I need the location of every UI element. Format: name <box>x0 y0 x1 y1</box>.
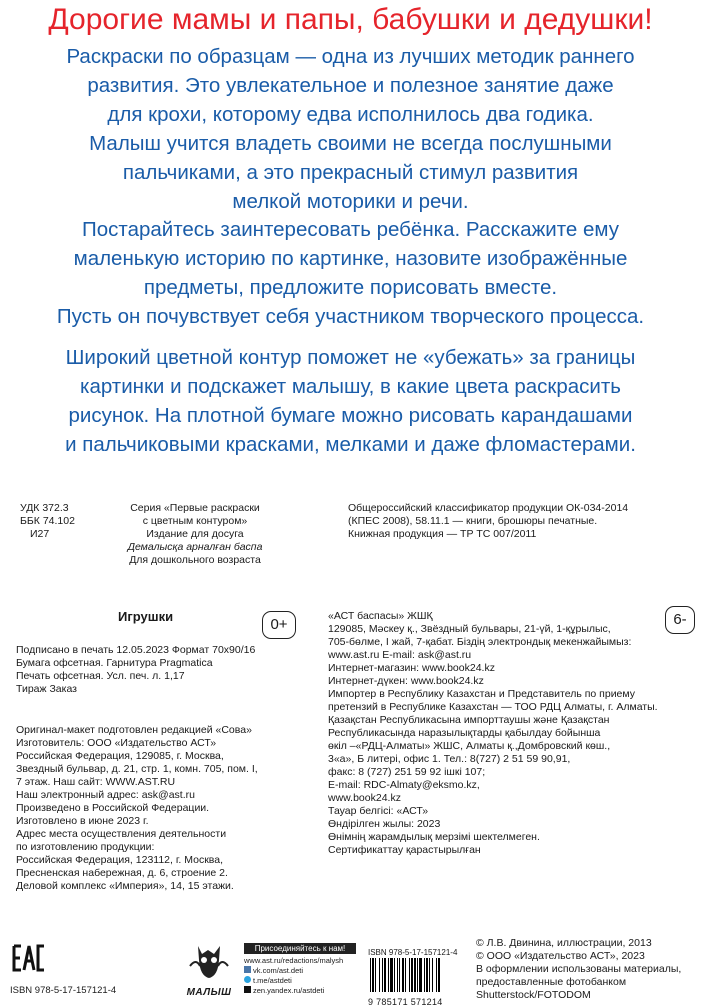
social-link-label: zen.yandex.ru/astdeti <box>253 986 325 995</box>
barcode-bar <box>402 958 404 992</box>
paragraph-line: мелкой моторики и речи. <box>232 190 469 213</box>
print-line: Бумага офсетная. Гарнитура Pragmatica <box>16 657 213 669</box>
barcode-bar <box>424 958 425 992</box>
copyright-line: © ООО «Издательство АСТ», 2023 <box>476 950 645 962</box>
telegram-icon <box>244 976 251 983</box>
publisher-logo-text: МАЛЫШ <box>186 987 232 998</box>
kz-info <box>328 610 658 857</box>
maker-line: Адрес места осуществления деятельности <box>16 828 227 840</box>
maker-line: 7 этаж. Наш сайт: WWW.AST.RU <box>16 776 176 788</box>
kz-line: Импортер в Республику Казахстан и Представитель по приему <box>328 688 635 700</box>
barcode-bar <box>370 958 371 992</box>
paragraph-line: предметы, предложите порисовать вместе. <box>143 276 558 299</box>
kz-line: 129085, Мәскеу қ., Звёздный бульвары, 21-үй, 1-құрылыс, <box>328 623 611 635</box>
kz-line: «АСТ баспасы» ЖШҚ <box>328 610 433 622</box>
paragraph-1 <box>0 42 701 216</box>
kz-line: Интернет-дүкен: www.book24.kz <box>328 675 484 687</box>
page-heading: Дорогие мамы и папы, бабушки и дедушки! <box>48 3 653 36</box>
social-link-label: t.me/astdeti <box>253 976 292 985</box>
copyright-line: В оформлении использованы материалы, <box>476 963 682 975</box>
social-link-label: vk.com/ast.deti <box>253 966 304 975</box>
barcode-block <box>368 948 472 1007</box>
kz-line: Сертификаттау қарастырылған <box>328 844 481 856</box>
barcode-bar <box>426 958 428 992</box>
vk-icon <box>244 966 251 973</box>
kz-line: E-mail: RDC-Almaty@eksmo.kz, <box>328 779 480 791</box>
social-block <box>244 943 356 996</box>
barcode-icon <box>368 958 472 992</box>
eac-mark <box>12 944 46 972</box>
kz-line: 705-бөлме, I жай, 7-қабат. Біздің электрондық мекенжайымыз: <box>328 636 632 648</box>
barcode-bar <box>372 958 374 992</box>
barcode-bar <box>384 958 386 992</box>
age-badge-left: 0+ <box>262 611 296 639</box>
barcode-bar <box>438 958 440 992</box>
barcode-bar <box>388 958 389 992</box>
paragraph-line: и пальчиковыми красками, мелками и даже фломастерами. <box>65 433 636 456</box>
social-link-vk[interactable] <box>244 966 356 976</box>
maker-line: Российская Федерация, 123112, г. Москва, <box>16 854 224 866</box>
classifier-line: (КПЕС 2008), 58.11.1 — книги, брошюры печатные. <box>348 515 598 527</box>
barcode-bar <box>379 958 380 992</box>
join-label: Присоединяйтесь к нам! <box>244 943 356 954</box>
series-line: Демалысқа арналған баспа <box>127 541 263 553</box>
kz-line: Өндірілген жылы: 2023 <box>328 818 441 830</box>
barcode-number: 9 785171 571214 <box>368 997 443 1007</box>
kz-line: претензий в Республике Казахстан — ТОО РДЦ Алматы, г. Алматы. <box>328 701 658 713</box>
series-block <box>110 502 280 567</box>
classifier-line: Общероссийский классификатор продукции ОК-034-2014 <box>348 502 629 514</box>
print-info <box>16 644 255 696</box>
kz-line: Қазақстан Республикасына импорттаушы және Қазақстан <box>328 714 610 726</box>
paragraph-line: Раскраски по образцам — одна из лучших методик раннего <box>66 45 635 68</box>
print-line: Подписано в печать 12.05.2023 Формат 70х90/16 <box>16 644 256 656</box>
copyright-block <box>476 937 681 1002</box>
maker-line: Изготовлено в июне 2023 г. <box>16 815 149 827</box>
kz-line: Өнімнің жарамдылық мерзімі шектелмеген. <box>328 831 540 843</box>
maker-line: Пресненская набережная, д. 6, строение 2. <box>16 867 228 879</box>
series-line: Издание для досуга <box>146 528 244 540</box>
paragraph-line: маленькую историю по картинке, назовите изображённые <box>73 247 628 270</box>
kz-line: Республикасында наразылықтарды қабылдау бойынша <box>328 727 601 739</box>
paragraph-3 <box>0 343 701 459</box>
copyright-line: © Л.В. Двинина, иллюстрации, 2013 <box>476 937 652 949</box>
kz-line: факс: 8 (727) 251 59 92 ішкі 107; <box>328 766 486 778</box>
print-line: Тираж Заказ <box>16 683 77 695</box>
paragraph-line: развития. Это увлекательное и полезное занятие даже <box>87 74 614 97</box>
kz-line: өкіл –«РДЦ-Алматы» ЖШС, Алматы қ.,Домбровский көш., <box>328 740 611 752</box>
kz-line: www.ast.ru E-mail: ask@ast.ru <box>328 649 472 661</box>
barcode-bar <box>432 958 433 992</box>
paragraph-line: рисунок. На плотной бумаге можно рисовать карандашами <box>68 404 633 427</box>
barcode-bar <box>411 958 413 992</box>
kz-line: Интернет-магазин: www.book24.kz <box>328 662 495 674</box>
kz-line: www.book24.kz <box>328 792 401 804</box>
udk-block <box>20 502 75 541</box>
barcode-isbn-label: ISBN 978-5-17-157121-4 <box>368 948 458 957</box>
barcode-bar <box>390 958 393 992</box>
maker-line: Наш электронный адрес: ask@ast.ru <box>16 789 195 801</box>
social-link-zen[interactable] <box>244 986 356 996</box>
maker-line: Звездный бульвар, д. 21, стр. 1, комн. 705, пом. I, <box>16 763 258 775</box>
paragraph-line: пальчиками, а это прекрасный стимул развития <box>122 161 579 184</box>
eac-logo-icon <box>12 944 46 972</box>
owl-logo-icon <box>184 940 234 982</box>
paragraph-line: Широкий цветной контур поможет не «убежать» за границы <box>65 346 636 369</box>
publisher-logo <box>184 940 234 996</box>
barcode-bar <box>436 958 437 992</box>
maker-info <box>16 724 258 893</box>
barcode-bar <box>394 958 395 992</box>
paragraph-line: картинки и подскажет малышу, в какие цвета раскрасить <box>80 375 621 398</box>
kz-line: 3«а», Б литері, офис 1. Тел.: 8(727) 2 51 59 90,91, <box>328 753 571 765</box>
maker-line: Оригинал-макет подготовлен редакцией «Сова» <box>16 724 252 736</box>
paragraph-line: Малыш учится владеть своими не всегда послушными <box>89 132 612 155</box>
zen-icon <box>244 986 251 993</box>
kz-line: Тауар белгісі: «АСТ» <box>328 805 429 817</box>
barcode-bar <box>397 958 398 992</box>
barcode-bar <box>419 958 422 992</box>
print-line: Печать офсетная. Усл. печ. л. 1,17 <box>16 670 185 682</box>
barcode-bar <box>429 958 430 992</box>
series-line: с цветным контуром» <box>142 515 248 527</box>
bbk-line: ББК 74.102 <box>20 515 75 527</box>
maker-line: Деловой комплекс «Империя», 14, 15 этажи. <box>16 880 234 892</box>
barcode-bar <box>414 958 416 992</box>
maker-line: Российская Федерация, 129085, г. Москва, <box>16 750 224 762</box>
maker-line: Произведено в Российской Федерации. <box>16 802 210 814</box>
classifier-line: Книжная продукция — ТР ТС 007/2011 <box>348 528 537 540</box>
social-link-telegram[interactable] <box>244 976 356 986</box>
series-line: Серия «Первые раскраски <box>130 502 260 514</box>
paragraph-line: для крохи, которому едва исполнилось два годика. <box>107 103 594 126</box>
paragraph-2 <box>0 215 701 331</box>
maker-line: Изготовитель: ООО «Издательство АСТ» <box>16 737 217 749</box>
barcode-bar <box>405 958 406 992</box>
barcode-bar <box>399 958 400 992</box>
maker-line: по изготовлению продукции: <box>16 841 155 853</box>
paragraph-line: Постарайтесь заинтересовать ребёнка. Расскажите ему <box>82 218 619 241</box>
site-link[interactable]: www.ast.ru/redactions/malysh <box>244 956 344 965</box>
age-badge-right: 6- <box>665 606 695 634</box>
series-line: Для дошкольного возраста <box>129 554 261 566</box>
copyright-line: Shutterstock/FOTODOM <box>476 989 591 1001</box>
barcode-bar <box>409 958 410 992</box>
barcode-bar <box>382 958 383 992</box>
udk-line: УДК 372.3 <box>20 502 69 514</box>
isbn-text: ISBN 978-5-17-157121-4 <box>10 985 117 996</box>
classifier-block <box>348 502 628 541</box>
copyright-line: предоставленные фотобанком <box>476 976 627 988</box>
paragraph-line: Пусть он почувствует себя участником творческого процесса. <box>56 305 645 328</box>
barcode-bar <box>417 958 418 992</box>
author-sign: И27 <box>30 528 50 540</box>
book-title: Игрушки <box>118 609 174 624</box>
barcode-bar <box>375 958 376 992</box>
